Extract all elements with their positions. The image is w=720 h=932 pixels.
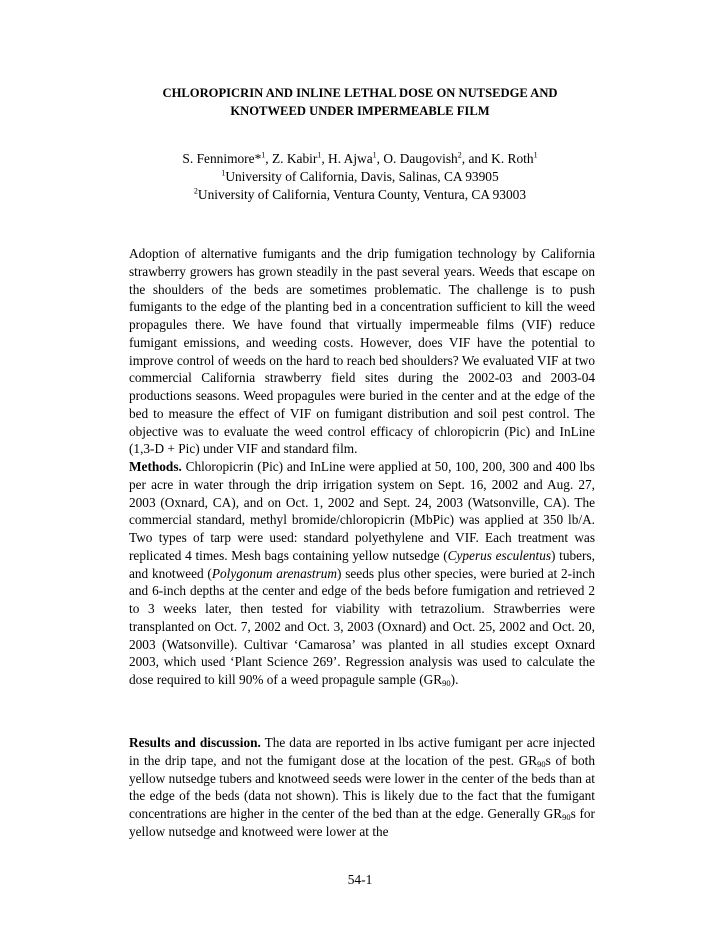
affiliation-mark: 1 [221,168,226,178]
results-heading: Results and discussion. [129,735,261,750]
page-number: 54-1 [347,872,373,887]
results-text: s of both yellow nutsedge tubers and knotweed seeds were lower in the center of the beds than at the edge of the beds (data not shown). This is likely due to the fact that the fumigant concentrations are higher in the center of the bed than at the edge. Generally GR [129,752,595,821]
author-affil-mark: 1 [261,150,266,160]
subscript: 90 [537,758,546,769]
results-text: The data are reported in lbs active fumigant per acre injected in the drip tape, and not the fumigant dose at the location of the pest. GR [129,735,595,768]
intro-paragraph: Adoption of alternative fumigants and the drip fumigation technology by California strawberry growers has grown steadily in the past several years. Weeds that escape on the shoulders of the beds are sometimes problematic. The challenge is to push fumigants to the edge of the planting bed in a concentration sufficient to kill the weed propagules there. We have found that virtually impermeable films (VIF) reduce fumigant emissions, and weeding costs. However, does VIF have the potential to improve control of weeds on the hard to reach bed shoulders? We evaluated VIF at two commercial California strawberry field sites during the 2002-03 and 2003-04 productions seasons. Weed propagules were buried in the center and at the edge of the bed to measure the effect of VIF on fumigant distribution and soil pest control. The objective was to evaluate the weed control efficacy of chloropicrin (Pic) and InLine (1,3-D + Pic) under VIF and standard film. [129,246,595,457]
paper-title [128,84,592,120]
title-line-1: CHLOROPICRIN AND INLINE LETHAL DOSE ON NUTSEDGE AND [162,86,558,100]
title-line-2: KNOTWEED UNDER IMPERMEABLE FILM [230,104,490,118]
author-list [100,150,620,168]
results-paragraph [129,734,595,841]
methods-text: ). [450,672,459,687]
subscript: 90 [442,678,451,688]
author-affil-mark: 1 [372,150,377,160]
author-affil-mark: 1 [533,150,538,160]
author-kabir: , Z. Kabir [265,151,318,166]
author-block [100,150,620,204]
affiliation-2 [100,186,620,204]
methods-paragraph [129,458,595,689]
author-affil-mark: 1 [317,150,322,160]
affiliation-text: University of California, Ventura County, Ventura, CA 93003 [197,187,527,202]
results-text: s for yellow nutsedge and knotweed were lower at the [129,806,595,839]
author-roth: , and K. Roth [461,151,534,166]
author-ajwa: , H. Ajwa [321,151,373,166]
affiliation-1 [100,168,620,186]
author-affil-mark: 2 [457,150,462,160]
methods-text: ) seeds plus other species, were buried at 2-inch and 6-inch depths at the center and edge of the beds before fumigation and retrieved 2 to 3 weeks later, then tested for viability with tetrazolium. Strawberries were transplanted on Oct. 7, 2002 and Oct. 3, 2003 (Oxnard) and Oct. 25, 2002 and Oct. 20, 2003 (Watsonville). Cultivar ‘Camarosa’ was planted in all studies except Oxnard 2003, which used ‘Plant Science 269’. Regression analysis was used to calculate the dose required to kill 90% of a weed propagule sample (GR [129,565,595,687]
species-name: Cyperus esculentus [447,547,552,563]
author-fennimore: S. Fennimore* [182,151,262,166]
subscript: 90 [562,812,571,822]
species-name: Polygonum arenastrum [211,565,338,581]
affiliation-mark: 2 [193,186,198,196]
methods-heading: Methods. [129,459,182,474]
methods-text: ) tubers, and knotweed ( [129,547,595,581]
affiliation-text: University of California, Davis, Salinas, CA 93905 [225,169,499,184]
methods-text: Chloropicrin (Pic) and InLine were applied at 50, 100, 200, 300 and 400 lbs per acre in water through the drip irrigation system on Sept. 16, 2002 and Aug. 27, 2003 (Oxnard, CA), and on Oct. 1, 2002 and Sept. 24, 2003 (Watsonville, CA). The commercial standard, methyl bromide/chloropicrin (MbPic) was applied at 350 lb/A. Two types of tarp were used: standard polyethylene and VIF. Each treatment was replicated 4 times. Mesh bags containing yellow nutsedge ( [129,459,595,563]
author-daugovish: , O. Daugovish [376,151,458,166]
